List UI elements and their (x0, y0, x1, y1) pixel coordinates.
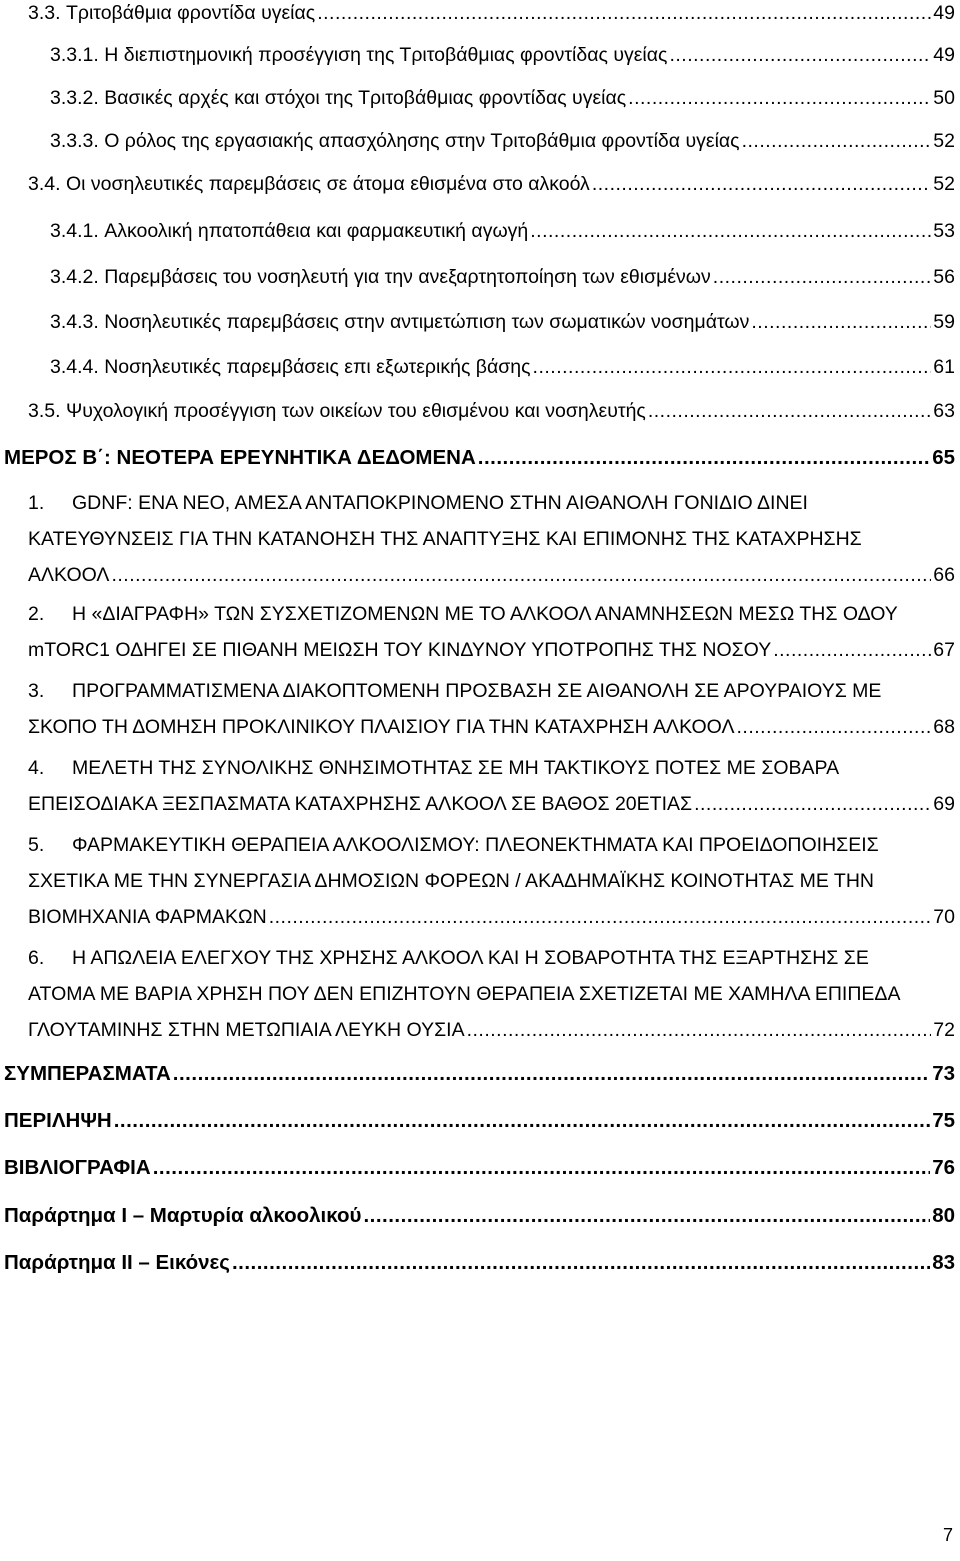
toc-entry-number: 3.4. (28, 173, 61, 195)
toc-leader-dots (317, 1, 931, 25)
toc-study-number: 3. (28, 680, 45, 702)
toc-part-b-title: ΜΕΡΟΣ Β΄: ΝΕΟΤΕΡΑ ΕΡΕΥΝΗΤΙΚΑ ΔΕΔΟΜΕΝΑ (4, 446, 476, 469)
toc-study-page: 69 (933, 793, 955, 815)
toc-leader-dots (232, 1251, 930, 1275)
toc-entry[interactable] (50, 43, 955, 67)
toc-final-page: 73 (932, 1062, 955, 1085)
toc-entry-number: 3.4.2. (50, 266, 99, 288)
toc-leader-dots (530, 219, 931, 243)
toc-study-number: 6. (28, 947, 45, 969)
toc-final-entry[interactable] (4, 1251, 955, 1275)
toc-leader-dots (694, 792, 931, 816)
toc-entry-page: 49 (933, 2, 955, 24)
toc-study-last-line: ΓΛΟΥΤΑΜΙΝΗΣ ΣΤΗΝ ΜΕΤΩΠΙΑΙΑ ΛΕΥΚΗ ΟΥΣΙΑ ..... 72 (28, 1018, 955, 1042)
toc-study-number: 1. (28, 492, 45, 514)
toc-leader-dots (478, 446, 930, 470)
page-number: 7 (942, 1525, 953, 1545)
toc-entry[interactable] (50, 310, 955, 334)
toc-study-4[interactable] (28, 756, 955, 816)
toc-study-line: ΣΧΕΤΙΚΑ ΜΕ ΤΗΝ ΣΥΝΕΡΓΑΣΙΑ ΔΗΜΟΣΙΩΝ ΦΟΡΕΩΝ / ΑΚΑΔΗΜΑΪΚΗΣ ΚΟΙΝΟΤΗΤΑΣ ΜΕ ΤΗΝ (28, 870, 874, 892)
toc-leader-dots (269, 905, 932, 929)
toc-final-entry[interactable] (4, 1109, 955, 1133)
toc-entry-page: 59 (933, 311, 955, 333)
toc-leader-dots (713, 265, 932, 289)
toc-entry[interactable] (28, 399, 955, 423)
toc-entry-number: 3.5. (28, 400, 61, 422)
toc-entry-title: Ψυχολογική προσέγγιση των οικείων του εθισμένου και νοσηλευτής (65, 400, 646, 422)
toc-leader-dots (363, 1204, 930, 1228)
toc-part-b[interactable] (4, 446, 955, 470)
toc-entry-title: Οι νοσηλευτικές παρεμβάσεις σε άτομα εθισμένα στο αλκοόλ (65, 173, 590, 195)
toc-final-entry[interactable] (4, 1156, 955, 1180)
toc-study-page: 66 (933, 564, 955, 586)
toc-entry-page: 52 (933, 130, 955, 152)
toc-final-title: ΠΕΡΙΛΗΨΗ (4, 1109, 112, 1132)
toc-entry-title: Παρεμβάσεις του νοσηλευτή για την ανεξαρτητοποίηση των εθισμένων (104, 266, 711, 288)
toc-leader-dots (737, 715, 932, 739)
toc-study-last-line: ΕΠΕΙΣΟΔΙΑΚΑ ΞΕΣΠΑΣΜΑΤΑ ΚΑΤΑΧΡΗΣΗΣ ΑΛΚΟΟΛ ΣΕ ΒΑΘΟΣ 20ΕΤΙΑΣ ..... 69 (28, 792, 955, 816)
toc-final-title: ΒΙΒΛΙΟΓΡΑΦΙΑ (4, 1156, 151, 1179)
toc-leader-dots (742, 129, 932, 153)
toc-entry-title: Η διεπιστημονική προσέγγιση της Τριτοβάθμιας φροντίδας υγείας (104, 44, 668, 66)
toc-entry-page: 61 (933, 356, 955, 378)
toc-leader-dots (533, 355, 932, 379)
toc-final-page: 83 (932, 1251, 955, 1274)
toc-entry-number: 3.4.3. (50, 311, 99, 333)
toc-final-title: Παράρτημα ΙΙ – Εικόνες (4, 1251, 230, 1274)
toc-entry[interactable] (50, 129, 955, 153)
toc-entry-page: 63 (933, 400, 955, 422)
toc-entry[interactable] (28, 1, 955, 25)
toc-leader-dots (173, 1062, 930, 1086)
toc-final-title: Παράρτημα Ι – Μαρτυρία αλκοολικού (4, 1204, 362, 1227)
toc-entry[interactable] (50, 265, 955, 289)
toc-study-page: 67 (933, 639, 955, 661)
toc-entry-number: 3.3.3. (50, 130, 99, 152)
toc-study-page: 68 (933, 716, 955, 738)
toc-study-last-line: ΣΚΟΠΟ ΤΗ ΔΟΜΗΣΗ ΠΡΟΚΛΙΝΙΚΟΥ ΠΛΑΙΣΙΟΥ ΓΙΑ ΤΗΝ ΚΑΤΑΧΡΗΣΗ ΑΛΚΟΟΛ ..... 68 (28, 715, 955, 739)
toc-final-page: 75 (932, 1109, 955, 1132)
toc-leader-dots (111, 563, 931, 587)
toc-study-number: 4. (28, 757, 45, 779)
toc-entry[interactable] (50, 355, 955, 379)
toc-entry-number: 3.3.1. (50, 44, 99, 66)
toc-entry-number: 3.3.2. (50, 87, 99, 109)
toc-entry-page: 53 (933, 220, 955, 242)
toc-final-title: ΣΥΜΠΕΡΑΣΜΑΤΑ (4, 1062, 171, 1085)
toc-final-page: 80 (932, 1204, 955, 1227)
toc-entry-number: 3.4.1. (50, 220, 99, 242)
toc-leader-dots (114, 1109, 930, 1133)
toc-entry-page: 56 (933, 266, 955, 288)
toc-study-line: 5. ΦΑΡΜΑΚΕΥΤΙΚΗ ΘΕΡΑΠΕΙΑ ΑΛΚΟΟΛΙΣΜΟΥ: ΠΛΕΟΝΕΚΤΗΜΑΤΑ ΚΑΙ ΠΡΟΕΙΔΟΠΟΙΗΣΕΙΣ (28, 834, 879, 856)
toc-leader-dots (773, 638, 931, 662)
toc-final-page: 76 (932, 1156, 955, 1179)
toc-entry-title: Νοσηλευτικές παρεμβάσεις στην αντιμετώπιση των σωματικών νοσημάτων (104, 311, 750, 333)
toc-entry-title: Τριτοβάθμια φροντίδα υγείας (65, 2, 316, 24)
toc-study-1[interactable] (28, 491, 955, 587)
toc-entry-number: 3.4.4. (50, 356, 99, 378)
toc-part-b-page: 65 (932, 446, 955, 469)
toc-leader-dots (628, 86, 931, 110)
toc-entry-title: Βασικές αρχές και στόχοι της Τριτοβάθμιας φροντίδας υγείας (104, 87, 627, 109)
toc-study-page: 70 (933, 906, 955, 928)
toc-final-entry[interactable] (4, 1062, 955, 1086)
toc-study-line: 1. GDNF: ΕΝΑ ΝΕΟ, ΑΜΕΣΑ ΑΝΤΑΠΟΚΡΙΝΟΜΕΝΟ ΣΤΗΝ ΑΙΘΑΝΟΛΗ ΓΟΝΙΔΙΟ ΔΙΝΕΙ (28, 492, 808, 514)
toc-entry-title: Αλκοολική ηπατοπάθεια και φαρμακευτική αγωγή (104, 220, 529, 242)
toc-entry[interactable] (28, 172, 955, 196)
toc-leader-dots (669, 43, 931, 67)
toc-study-line: ΑΤΟΜΑ ΜΕ ΒΑΡΙΑ ΧΡΗΣΗ ΠΟΥ ΔΕΝ ΕΠΙΖΗΤΟΥΝ ΘΕΡΑΠΕΙΑ ΣΧΕΤΙΖΕΤΑΙ ΜΕ ΧΑΜΗΛΑ ΕΠΙΠΕΔΑ (28, 983, 901, 1005)
toc-entry-title: Νοσηλευτικές παρεμβάσεις επι εξωτερικής βάσης (104, 356, 531, 378)
toc-study-2[interactable] (28, 602, 955, 662)
toc-entry-page: 52 (933, 173, 955, 195)
toc-leader-dots (153, 1156, 931, 1180)
toc-study-number: 2. (28, 603, 45, 625)
toc-study-6[interactable] (28, 946, 955, 1042)
toc-entry-number: 3.3. (28, 2, 61, 24)
toc-leader-dots (467, 1018, 932, 1042)
toc-entry[interactable] (50, 86, 955, 110)
toc-entry-page: 50 (933, 87, 955, 109)
toc-study-line: 4. ΜΕΛΕΤΗ ΤΗΣ ΣΥΝΟΛΙΚΗΣ ΘΝΗΣΙΜΟΤΗΤΑΣ ΣΕ ΜΗ ΤΑΚΤΙΚΟΥΣ ΠΟΤΕΣ ΜΕ ΣΟΒΑΡΑ (28, 757, 840, 779)
toc-leader-dots (592, 172, 931, 196)
toc-study-line: 2. Η «ΔΙΑΓΡΑΦΗ» ΤΩΝ ΣΥΣΧΕΤΙΖΟΜΕΝΩΝ ΜΕ ΤΟ ΑΛΚΟΟΛ ΑΝΑΜΝΗΣΕΩΝ ΜΕΣΩ ΤΗΣ ΟΔΟΥ (28, 603, 898, 625)
toc-entry[interactable] (50, 219, 955, 243)
toc-entry-title: Ο ρόλος της εργασιακής απασχόλησης στην Τριτοβάθμια φροντίδα υγείας (104, 130, 740, 152)
toc-study-number: 5. (28, 834, 45, 856)
toc-study-line: 6. Η ΑΠΩΛΕΙΑ ΕΛΕΓΧΟΥ ΤΗΣ ΧΡΗΣΗΣ ΑΛΚΟΟΛ ΚΑΙ Η ΣΟΒΑΡΟΤΗΤΑ ΤΗΣ ΕΞΑΡΤΗΣΗΣ ΣΕ (28, 947, 869, 969)
toc-study-line: 3. ΠΡΟΓΡΑΜΜΑΤΙΣΜΕΝΑ ΔΙΑΚΟΠΤΟΜΕΝΗ ΠΡΟΣΒΑΣΗ ΣΕ ΑΙΘΑΝΟΛΗ ΣΕ ΑΡΟΥΡΑΙΟΥΣ ΜΕ (28, 680, 882, 702)
toc-study-line: ΚΑΤΕΥΘΥΝΣΕΙΣ ΓΙΑ ΤΗΝ ΚΑΤΑΝΟΗΣΗ ΤΗΣ ΑΝΑΠΤΥΞΗΣ ΚΑΙ ΕΠΙΜΟΝΗΣ ΤΗΣ ΚΑΤΑΧΡΗΣΗΣ (28, 528, 862, 550)
toc-study-5[interactable] (28, 833, 955, 929)
toc-study-3[interactable] (28, 679, 955, 739)
toc-leader-dots (648, 399, 931, 423)
toc-study-last-line: ΑΛΚΟΟΛ ..... 66 (28, 563, 955, 587)
toc-study-last-line: mTORC1 ΟΔΗΓΕΙ ΣΕ ΠΙΘΑΝΗ ΜΕΙΩΣΗ ΤΟΥ ΚΙΝΔΥΝΟΥ ΥΠΟΤΡΟΠΗΣ ΤΗΣ ΝΟΣΟΥ ..... 67 (28, 638, 955, 662)
toc-entry-page: 49 (933, 44, 955, 66)
toc-study-page: 72 (933, 1019, 955, 1041)
toc-leader-dots (751, 310, 931, 334)
toc-study-last-line: ΒΙΟΜΗΧΑΝΙΑ ΦΑΡΜΑΚΩΝ ..... 70 (28, 905, 955, 929)
toc-final-entry[interactable] (4, 1204, 955, 1228)
